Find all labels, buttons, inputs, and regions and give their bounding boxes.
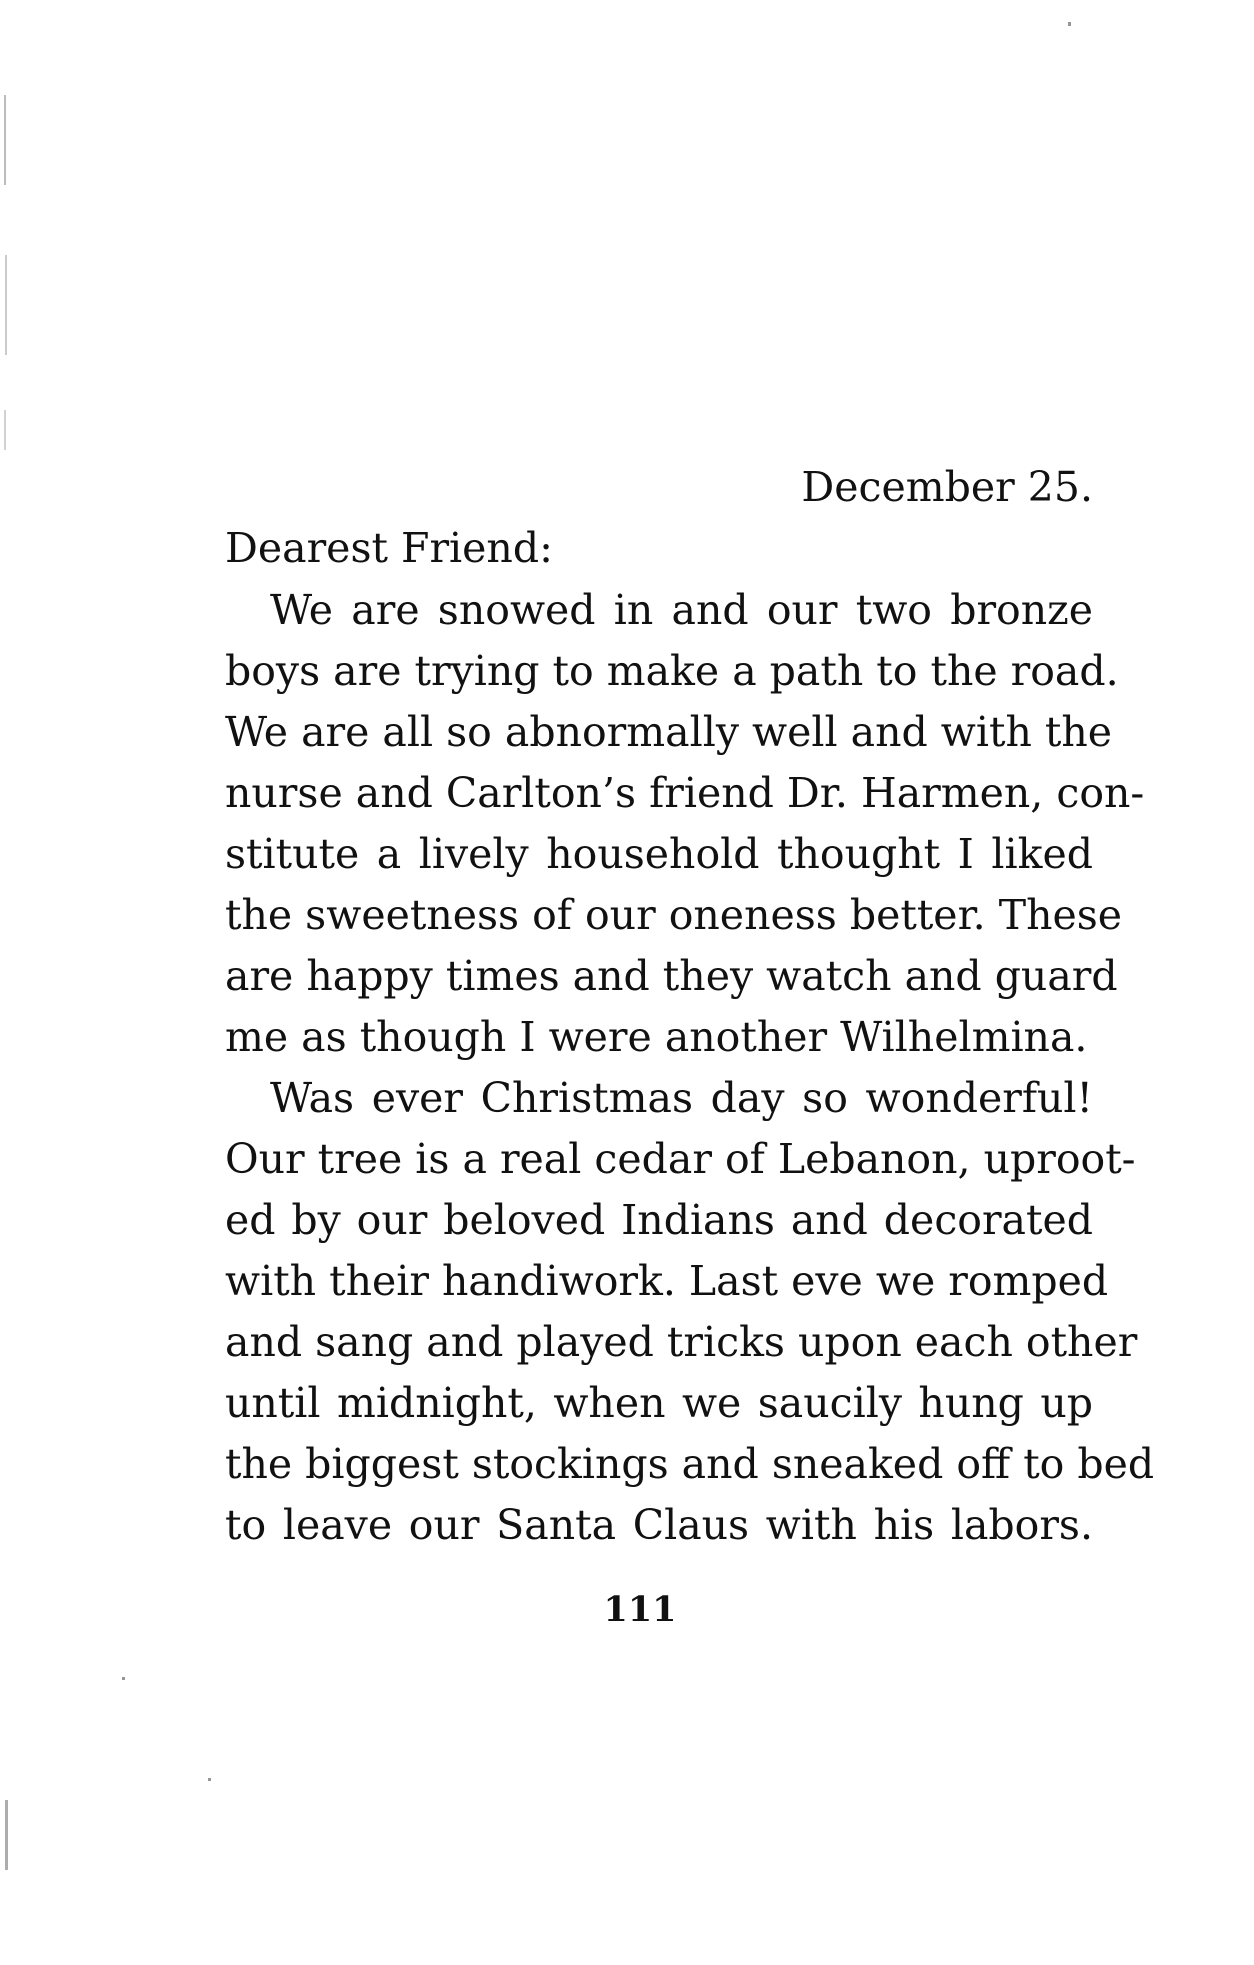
body-line: boys are trying to make a path to the road. — [225, 647, 1119, 695]
body-line: until midnight, when we saucily hung up — [225, 1379, 1093, 1427]
body-line: me as though I were another Wilhelmina. — [225, 1013, 1088, 1061]
body-line: ed by our beloved Indians and decorated — [225, 1196, 1093, 1244]
body-line: Was ever Christmas day so wonderful! — [270, 1074, 1093, 1122]
scan-speck — [122, 1677, 125, 1680]
letter-salutation: Dearest Friend: — [225, 524, 553, 572]
body-line: Our tree is a real cedar of Lebanon, uproot- — [225, 1135, 1136, 1183]
scan-speck — [208, 1778, 211, 1781]
body-line: We are all so abnormally well and with the — [225, 708, 1113, 756]
scan-edge-mark — [4, 410, 6, 450]
body-line: nurse and Carlton’s friend Dr. Harmen, con- — [225, 769, 1145, 817]
body-line: We are snowed in and our two bronze — [270, 586, 1093, 634]
body-line: to leave our Santa Claus with his labors. — [225, 1501, 1093, 1549]
page-number: 111 — [603, 1589, 677, 1630]
scan-edge-mark — [5, 1800, 8, 1870]
body-line: are happy times and they watch and guard — [225, 952, 1118, 1000]
scan-edge-mark — [5, 255, 7, 355]
body-line: stitute a lively household thought I liked — [225, 830, 1093, 878]
letter-date: December 25. — [801, 463, 1093, 511]
body-line: the sweetness of our oneness better. These — [225, 891, 1123, 939]
body-line: with their handiwork. Last eve we romped — [225, 1257, 1109, 1305]
scan-speck — [1068, 22, 1071, 26]
scan-edge-mark — [4, 95, 6, 185]
body-line: and sang and played tricks upon each other — [225, 1318, 1138, 1366]
body-line: the biggest stockings and sneaked off to bed — [225, 1440, 1155, 1488]
